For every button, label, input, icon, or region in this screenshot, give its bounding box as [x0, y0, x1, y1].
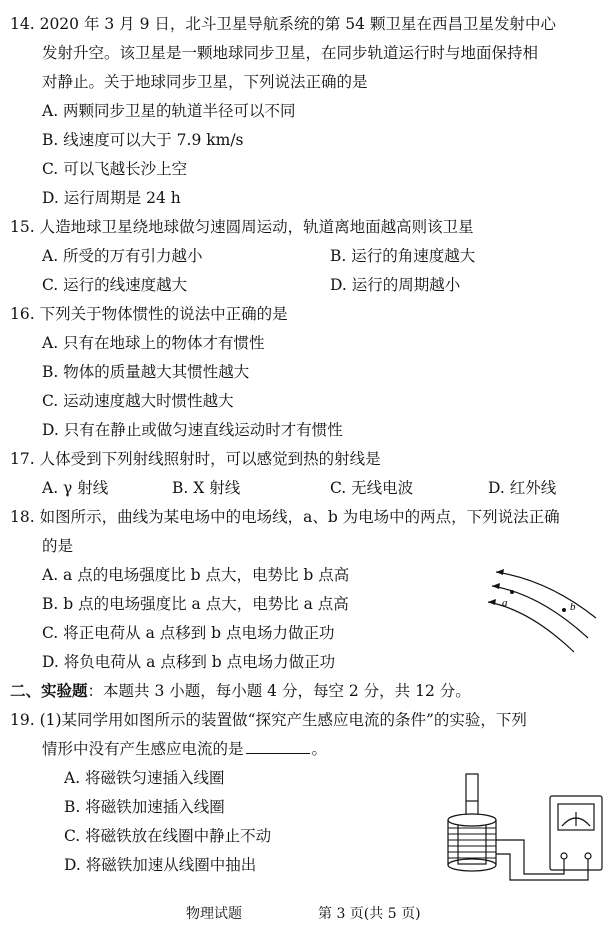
q14-stem-line-3: 对静止。关于地球同步卫星，下列说法正确的是: [42, 73, 368, 91]
q14-option-a: A. 两颗同步卫星的轨道半径可以不同: [42, 102, 296, 120]
q17-option-a: A. γ 射线: [42, 479, 109, 497]
q16-stem: 16. 下列关于物体惯性的说法中正确的是: [10, 305, 288, 323]
section-2-heading: [10, 681, 471, 701]
q16-option-b: B. 物体的质量越大其惯性越大: [42, 363, 250, 381]
q19-option-c: C. 将磁铁放在线圈中静止不动: [64, 827, 272, 845]
q16-option-c: C. 运动速度越大时惯性越大: [42, 392, 234, 410]
induction-apparatus-figure: [438, 770, 608, 885]
q19-stem-text: 情形中没有产生感应电流的是: [42, 740, 244, 758]
q19-stem-end: 。: [311, 740, 328, 758]
answer-blank: [246, 739, 310, 754]
q16-option-a: A. 只有在地球上的物体才有惯性: [42, 334, 265, 352]
point-a-dot: [510, 590, 514, 594]
footer-subject: 物理试题: [186, 906, 242, 922]
q19-stem-line-2: [42, 739, 327, 759]
coil-top: [448, 814, 496, 826]
q14-option-b: B. 线速度可以大于 7.9 km/s: [42, 131, 244, 149]
footer-page-number: 第 3 页(共 5 页): [318, 906, 421, 922]
q15-stem: 15. 人造地球卫星绕地球做匀速圆周运动，轨道离地面越高则该卫星: [10, 218, 474, 236]
q14-stem-line-2: 发射升空。该卫星是一颗地球同步卫星，在同步轨道运行时与地面保持相: [42, 44, 539, 62]
q15-option-d: D. 运行的周期越小: [330, 276, 461, 294]
q18-stem-line-1: 18. 如图所示，曲线为某电场中的电场线，a、b 为电场中的两点，下列说法正确: [10, 508, 560, 526]
q19-option-a: A. 将磁铁匀速插入线圈: [64, 769, 225, 787]
q18-option-b: B. b 点的电场强度比 a 点大，电势比 a 点高: [42, 595, 349, 613]
q18-option-d: D. 将负电荷从 a 点移到 b 点电场力做正功: [42, 653, 336, 671]
field-arrow-3: [488, 599, 496, 605]
electric-field-figure: [478, 560, 608, 655]
field-line-1: [496, 572, 596, 618]
q18-option-a: A. a 点的电场强度比 b 点大，电势比 b 点高: [42, 566, 350, 584]
q17-option-d: D. 红外线: [488, 479, 557, 497]
point-b-label: b: [570, 601, 576, 613]
q17-option-b: B. X 射线: [172, 479, 241, 497]
q17-stem: 17. 人体受到下列射线照射时，可以感觉到热的射线是: [10, 450, 381, 468]
q19-option-b: B. 将磁铁加速插入线圈: [64, 798, 225, 816]
point-a-label: a: [502, 597, 508, 609]
field-line-3: [488, 602, 574, 652]
q19-option-d: D. 将磁铁加速从线圈中抽出: [64, 856, 257, 874]
field-arrow-1: [496, 569, 504, 575]
q18-stem-line-2: 的是: [42, 537, 74, 555]
q18-option-c: C. 将正电荷从 a 点移到 b 点电场力做正功: [42, 624, 335, 642]
field-arrow-2: [492, 583, 500, 589]
q19-stem-line-1: 19. (1)某同学用如图所示的装置做“探究产生感应电流的条件”的实验，下列: [10, 711, 527, 729]
q17-option-c: C. 无线电波: [330, 479, 414, 497]
q14-option-d: D. 运行周期是 24 h: [42, 189, 181, 207]
q15-option-a: A. 所受的万有引力越小: [42, 247, 203, 265]
q15-option-c: C. 运行的线速度越大: [42, 276, 188, 294]
point-b-dot: [562, 608, 566, 612]
q14-option-c: C. 可以飞越长沙上空: [42, 160, 188, 178]
section-2-title: 二、实验题: [10, 681, 88, 700]
section-2-description: ：本题共 3 小题，每小题 4 分，每空 2 分，共 12 分。: [87, 682, 471, 700]
q15-option-b: B. 运行的角速度越大: [330, 247, 476, 265]
q14-stem-line-1: 14. 2020 年 3 月 9 日，北斗卫星导航系统的第 54 颗卫星在西昌卫星发射中心: [10, 15, 556, 33]
q16-option-d: D. 只有在静止或做匀速直线运动时才有惯性: [42, 421, 343, 439]
